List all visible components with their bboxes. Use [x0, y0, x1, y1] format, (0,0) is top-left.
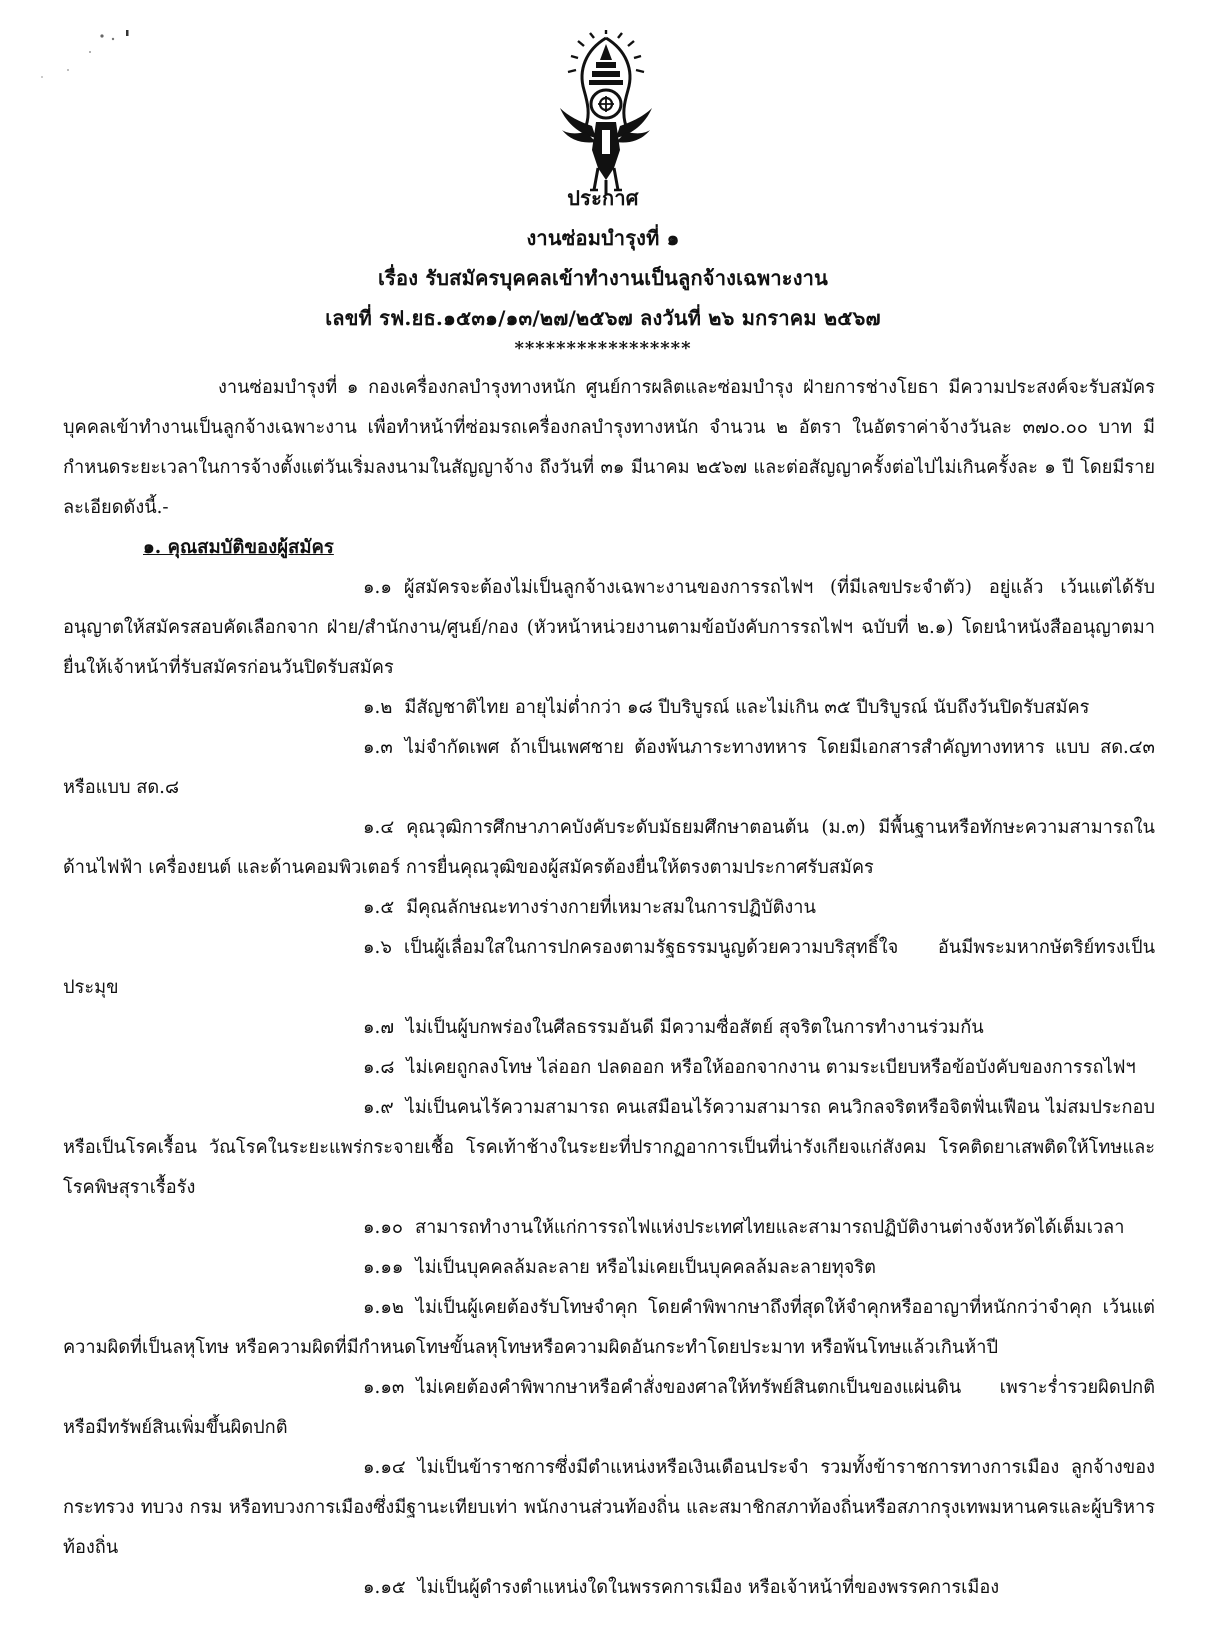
item-number: ๑.๔ [363, 817, 395, 838]
qualification-item [63, 1008, 1155, 1048]
separator-stars: ***************** [514, 338, 692, 359]
qualification-item [63, 1288, 1155, 1368]
announcement-subject: เรื่อง รับสมัครบุคคลเข้าทำงานเป็นลูกจ้างเฉพาะงาน [378, 266, 828, 290]
item-number: ๑.๓ [363, 737, 393, 758]
item-number: ๑.๖ [363, 937, 392, 958]
qualification-item [63, 1568, 1155, 1608]
intro-paragraph: งานซ่อมบำรุงที่ ๑ กองเครื่องกลบำรุงทางหนัก ศูนย์การผลิตและซ่อมบำรุง ฝ่ายการช่างโยธา มีความประสงค์จะรับสมัครบุคคลเข้าทำงานเป็นลูกจ้างเฉพาะงาน เพื่อทำหน้าที่ซ่อมรถเครื่องกลบำรุงทางหนัก จำนวน ๒ อัตรา ในอัตราค่าจ้างวันละ ๓๗๐.๐๐ บาท มีกำหนดระยะเวลาในการจ้างตั้งแต่วันเริ่มลงนามในสัญญาจ้าง ถึงวันที่ ๓๑ มีนาคม ๒๕๖๗ และต่อสัญญาครั้งต่อไปไม่เกินครั้งละ ๑ ปี โดยมีรายละเอียดดังนี้.- [63, 377, 1155, 518]
item-number: ๑.๙ [363, 1097, 394, 1118]
announcement-header [0, 178, 1206, 360]
item-number: ๑.๘ [363, 1057, 395, 1078]
qualification-item [63, 728, 1155, 808]
item-number: ๑.๒ [363, 697, 393, 718]
item-text: ไม่จำกัดเพศ ถ้าเป็นเพศชาย ต้องพ้นภาระทางทหาร โดยมีเอกสารสำคัญทางทหาร แบบ สด.๔๓ หรือแบบ สด.๘ [63, 737, 1155, 798]
item-number: ๑.๑ [363, 577, 392, 598]
item-text: ไม่เป็นผู้ดำรงตำแหน่งใดในพรรคการเมือง หรือเจ้าหน้าที่ของพรรคการเมือง [417, 1577, 1000, 1598]
qualification-item [63, 1048, 1155, 1088]
item-text: ผู้สมัครจะต้องไม่เป็นลูกจ้างเฉพาะงานของการรถไฟฯ (ที่มีเลขประจำตัว) อยู่แล้ว เว้นแต่ได้รับอนุญาตให้สมัครสอบคัดเลือกจาก ฝ่าย/สำนักงาน/ศูนย์/กอง (หัวหน้าหน่วยงานตามข้อบังคับการรถไฟฯ ฉบับที่ ๒.๑) โดยนำหนังสืออนุญาตมายื่นให้เจ้าหน้าที่รับสมัครก่อนวันปิดรับสมัคร [63, 577, 1155, 678]
item-number: ๑.๕ [363, 897, 395, 918]
item-text: ไม่เป็นบุคคลล้มละลาย หรือไม่เคยเป็นบุคคลล้มละลายทุจริต [415, 1257, 876, 1278]
qualification-item [63, 1248, 1155, 1288]
item-text: ไม่เป็นข้าราชการซึ่งมีตำแหน่งหรือเงินเดือนประจำ รวมทั้งข้าราชการทางการเมือง ลูกจ้างของกระทรวง ทบวง กรม หรือทบวงการเมืองซึ่งมีฐานะเทียบเท่า พนักงานส่วนท้องถิ่น และสมาชิกสภาท้องถิ่นหรือสภากรุงเทพมหานครและผู้บริหารท้องถิ่น [63, 1457, 1155, 1558]
item-number: ๑.๗ [363, 1017, 395, 1038]
item-number: ๑.๑๐ [363, 1217, 403, 1238]
item-text: มีสัญชาติไทย อายุไม่ต่ำกว่า ๑๘ ปีบริบูรณ์ และไม่เกิน ๓๕ ปีบริบูรณ์ นับถึงวันปิดรับสมัคร [404, 697, 1090, 718]
item-number: ๑.๑๔ [363, 1457, 406, 1478]
qualification-item [63, 1368, 1155, 1448]
reference-number-date: เลขที่ รฟ.ยธ.๑๕๓๑/๑๓/๒๗/๒๕๖๗ ลงวันที่ ๒๖ มกราคม ๒๕๖๗ [325, 306, 881, 330]
scan-specks [38, 22, 148, 92]
item-text: ไม่เคยถูกลงโทษ ไล่ออก ปลดออก หรือให้ออกจากงาน ตามระเบียบหรือข้อบังคับของการรถไฟฯ [406, 1057, 1136, 1078]
item-text: มีคุณลักษณะทางร่างกายที่เหมาะสมในการปฏิบัติงาน [406, 897, 816, 918]
item-text: สามารถทำงานให้แก่การรถไฟแห่งประเทศไทยและสามารถปฏิบัติงานต่างจังหวัดได้เต็มเวลา [414, 1217, 1125, 1238]
qualification-item [63, 808, 1155, 888]
qualification-item [63, 1208, 1155, 1248]
item-text: คุณวุฒิการศึกษาภาคบังคับระดับมัธยมศึกษาตอนต้น (ม.๓) มีพื้นฐานหรือทักษะความสามารถในด้านไฟฟ้า เครื่องยนต์ และด้านคอมพิวเตอร์ การยื่นคุณวุฒิของผู้สมัครต้องยื่นให้ตรงตามประกาศรับสมัคร [63, 817, 1155, 878]
announcement-body [63, 368, 1155, 1608]
item-text: เป็นผู้เลื่อมใสในการปกครองตามรัฐธรรมนูญด้วยความบริสุทธิ์ใจ อันมีพระมหากษัตริย์ทรงเป็นประมุข [63, 937, 1155, 998]
item-number: ๑.๑๕ [363, 1577, 406, 1598]
section-heading-text: ๑. คุณสมบัติของผู้สมัคร [143, 537, 334, 558]
item-text: ไม่เป็นผู้เคยต้องรับโทษจำคุก โดยคำพิพากษาถึงที่สุดให้จำคุกหรืออาญาที่หนักกว่าจำคุก เว้นแต่ความผิดที่เป็นลหุโทษ หรือความผิดที่มีกำหนดโทษขั้นลหุโทษหรือความผิดอันกระทำโดยประมาท หรือพ้นโทษแล้วเกินห้าปี [63, 1297, 1155, 1358]
item-text: ไม่เคยต้องคำพิพากษาหรือคำสั่งของศาลให้ทรัพย์สินตกเป็นของแผ่นดิน เพราะร่ำรวยผิดปกติหรือมีทรัพย์สินเพิ่มขึ้นผิดปกติ [63, 1377, 1155, 1438]
qualification-item [63, 1088, 1155, 1208]
issuing-unit: งานซ่อมบำรุงที่ ๑ [526, 226, 680, 250]
item-number: ๑.๑๓ [363, 1377, 405, 1398]
announcement-type: ประกาศ [567, 186, 639, 210]
qualification-item [63, 928, 1155, 1008]
section-heading-qualifications [63, 528, 1155, 568]
item-number: ๑.๑๑ [363, 1257, 404, 1278]
qualification-list [63, 568, 1155, 1608]
item-text: ไม่เป็นคนไร้ความสามารถ คนเสมือนไร้ความสามารถ คนวิกลจริตหรือจิตฟั่นเฟือน ไม่สมประกอบหรือเป็นโรคเรื้อน วัณโรคในระยะแพร่กระจายเชื้อ โรคเท้าช้างในระยะที่ปรากฏอาการเป็นที่น่ารังเกียจแก่สังคม โรคติดยาเสพติดให้โทษและโรคพิษสุราเรื้อรัง [63, 1097, 1155, 1198]
srt-emblem-logo [556, 30, 656, 195]
qualification-item [63, 1448, 1155, 1568]
item-number: ๑.๑๒ [363, 1297, 404, 1318]
item-text: ไม่เป็นผู้บกพร่องในศีลธรรมอันดี มีความซื่อสัตย์ สุจริตในการทำงานร่วมกัน [406, 1017, 984, 1038]
qualification-item [63, 568, 1155, 688]
qualification-item [63, 688, 1155, 728]
qualification-item [63, 888, 1155, 928]
